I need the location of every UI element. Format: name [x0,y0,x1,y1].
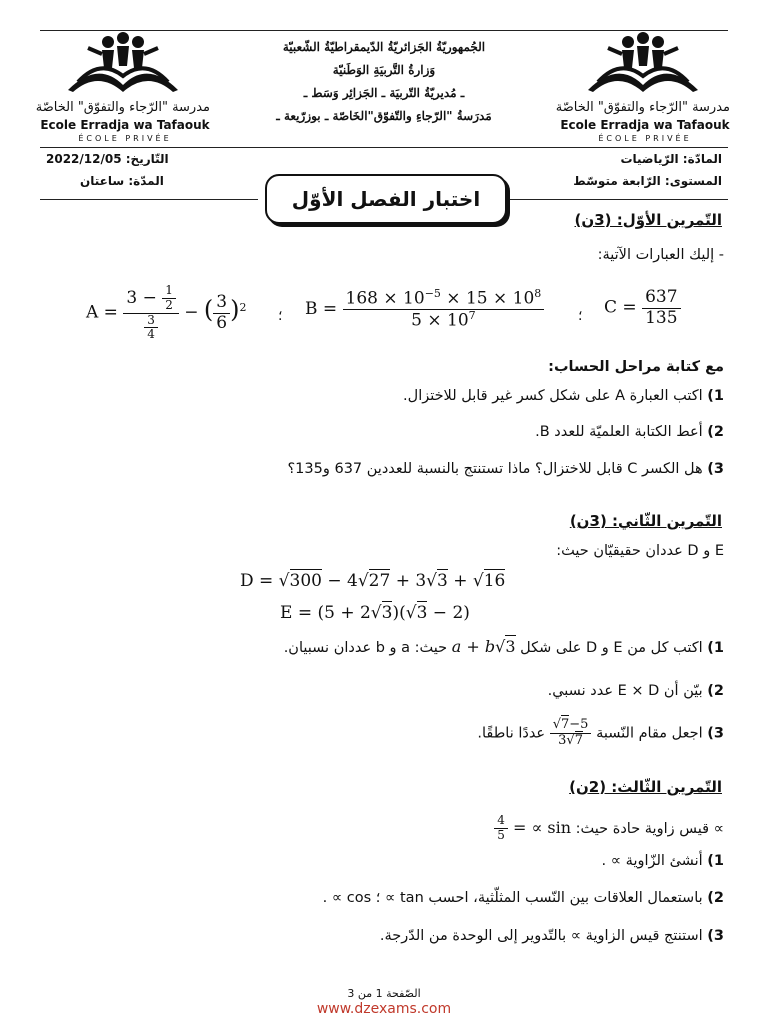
duration-label: المدّة: ساعتان [80,174,164,188]
exercise-2-q1: 1) اكتب كل من E و D على شكل a + b√3 حيث: a و b عددان نسبيان. [283,637,724,656]
meta-rule-left [40,199,258,200]
logo-school-name-fr: Ecole Erradja wa Tafaouk [560,118,730,132]
exercise-2-intro: E و D عددان حقيقيّان حيث: [556,543,724,559]
subject-label: المادّة: الرّياضيات [620,152,722,166]
exercise-2-q2: 2) بيّن أن E × D عدد نسبي. [547,683,724,699]
exercise-3-q3-text: استنتج قيس الزاوية ∝ بالتّدوير إلى الوحدة من الدّرجة. [379,928,703,944]
logo-ecole-privee: ÉCOLE PRIVÉE [78,134,172,143]
logo-school-name-ar: مدرسة "الرّجاء والتفوّق" الخاصّة [35,100,210,115]
page-number: الصّفحة 1 من 3 [347,987,421,1000]
exam-title: اختبار الفصل الأوّل [265,174,507,224]
exercise-3-q2-text: باستعمال العلاقات بين النّسب المثلّثية، احسب tan ∝ ؛ cos ∝ . [322,890,703,906]
header-bottom-rule [40,147,728,148]
exercise-2-q2-text: بيّن أن E × D عدد نسبي. [547,683,703,699]
exercise-1-q3-text: هل الكسر C قابل للاختزال؟ ماذا تستنتج بالنسبة للعددين 637 و135؟ [287,461,703,477]
school-logo-left [35,30,210,150]
exercise-2-q1-text-b: حيث: a و b عددان نسبيان. [283,640,448,656]
exercise-1-subtitle: مع كتابة مراحل الحساب: [548,359,724,375]
expression-C: C = $\frac{637}{135}$ [604,288,681,328]
source-website: www.dzexams.com [316,1001,452,1017]
exercise-3-q1-text: أنشئ الزّاوية ∝ . [601,853,703,869]
exercise-3-title: التّمرين الثّالث: (2ن) [569,778,722,796]
logo-school-name-fr: Ecole Erradja wa Tafaouk [40,118,210,132]
header-republic: الجُمهوريّةُ الجَزائريّةُ الدّيمقراطيّةُ الشّعبيّة [282,40,486,54]
exercise-2-q3-text-a: اجعل مقام النّسبة [596,725,703,742]
exercise-1-q2: 2) أعط الكتابة العلميّة للعدد B. [535,424,724,440]
form-a-plus-b-root3: a + b√3 [451,637,516,656]
exercise-1-q2-text: أعط الكتابة العلميّة للعدد B. [535,424,703,440]
school-logo-icon [578,30,708,100]
header-ministry: وَزارةُ التَّربيَةِ الوَطَنيّة [332,63,436,77]
exercise-2-q3-text-b: عددًا ناطقًا. [477,725,546,742]
exercise-1-q3: 3) هل الكسر C قابل للاختزال؟ ماذا تستنتج بالنسبة للعددين 637 و135؟ [287,461,724,477]
exercise-3-intro-text: ∝ قيس زاوية حادة حيث: [575,820,724,837]
sin-alpha-expression: sin ∝ = $\frac{4}{5}$ [494,818,571,837]
level-label: المستوى: الرّابعة متوسّط [573,174,722,188]
separator-1: ؛ [278,308,283,324]
meta-rule-right [510,199,728,200]
exercise-1-q1-text: اكتب العبارة A على شكل كسر غير قابل للاختزال. [403,388,703,404]
header-institution-block [250,36,518,128]
separator-2: ؛ [578,308,583,324]
logo-ecole-privee: ÉCOLE PRIVÉE [598,134,692,143]
expression-A: A = 3 − $\frac{1}{2}$ $\frac{3}{4}$ − ( $\frac{3}{6}$ )$^2$ [86,283,247,342]
school-logo-icon [58,30,188,100]
exercise-3-q2: 2) باستعمال العلاقات بين النّسب المثلّثية، احسب tan ∝ ؛ cos ∝ . [322,890,724,906]
logo-school-name-ar: مدرسة "الرّجاء والتفوّق" الخاصّة [555,100,730,115]
exercise-2-title: التّمرين الثّاني: (3ن) [569,512,722,530]
exercise-1-title: التّمرين الأوّل: (3ن) [574,211,722,229]
exercise-3-intro [494,814,724,843]
header-school: مَدرَسةُ "الرّجاءِ والتّفوّق"الخَاصّة ـ بوزرّيعة ـ [276,109,492,123]
header-directorate: ـ مُديريّةُ التّربيَة ـ الجَزائِر وَسَط ـ [303,86,465,100]
expression-D: D = √300 − 4√27 + 3√3 + √16 [240,571,506,591]
ratio-root7: $\frac{√7-5}{3√7}$ [550,718,592,749]
school-logo-right [555,30,730,150]
expression-B: B = $\frac{168 \times 10^{-5} \times 15 \times 10^8}{5 \times 10^7}$ [305,288,544,331]
exercise-2-q3: 3) اجعل مقام النّسبة $\frac{√7-5}{3√7}$ عددًا ناطقًا. [477,717,724,748]
exercise-2-q1-text-a: اكتب كل من E و D على شكل [520,640,703,656]
exercise-3-q1: 1) أنشئ الزّاوية ∝ . [601,853,724,869]
expression-E: E = (5 + 2√3)(√3 − 2) [280,603,470,623]
exercise-3-q3: 3) استنتج قيس الزاوية ∝ بالتّدوير إلى الوحدة من الدّرجة. [379,928,724,944]
exercise-1-intro: - إليك العبارات الآتية: [597,247,724,263]
date-label: التّاريخ: 2022/12/05 [46,152,169,166]
exercise-1-q1: 1) اكتب العبارة A على شكل كسر غير قابل للاختزال. [403,388,724,404]
